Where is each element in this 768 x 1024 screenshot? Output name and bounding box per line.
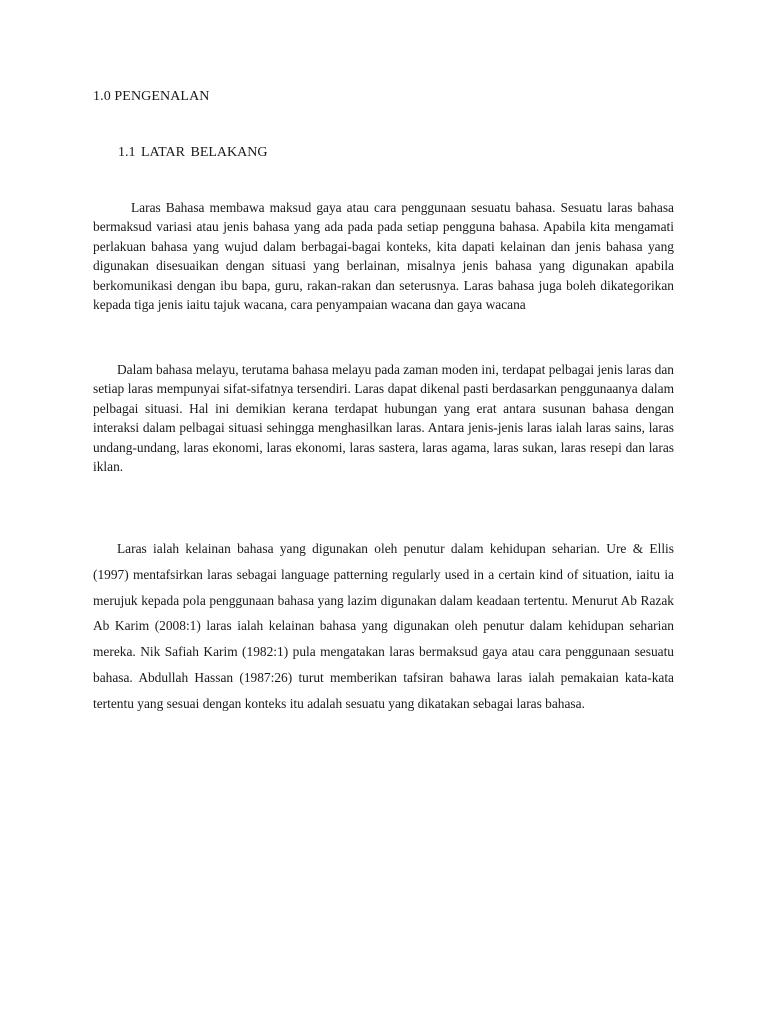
paragraph-2: Dalam bahasa melayu, terutama bahasa melayu pada zaman moden ini, terdapat pelbagai jenis laras dan setiap laras mempunyai sifat-sifatnya tersendiri. Laras dapat dikenal pasti berdasarkan penggunaanya dalam pelbagai situasi. Hal ini demikian kerana terdapat hubungan yang erat antara susunan bahasa dengan interaksi dalam pelbagai situasi sehingga menghasilkan laras. Antara jenis-jenis laras ialah laras sains, laras undang-undang, laras ekonomi, laras ekonomi, laras sastera, laras agama, laras sukan, laras resepi dan laras iklan. [93, 362, 674, 475]
paragraph-3: Laras ialah kelainan bahasa yang digunakan oleh penutur dalam kehidupan seharian. Ure & Ellis (1997) mentafsirkan laras sebagai language patterning regularly used in a certain kind of situation, iaitu ia merujuk kepada pola penggunaan bahasa yang lazim digunakan dalam keadaan tertentu. Menurut Ab Razak Ab Karim (2008:1) laras ialah kelainan bahasa yang digunakan oleh penutur dalam kehidupan seharian mereka. Nik Safiah Karim (1982:1) pula mengatakan laras bermaksud gaya atau cara penggunaan sesuatu bahasa. Abdullah Hassan (1987:26) turut memberikan tafsiran bahawa laras ialah pemakaian kata-kata tertentu yang sesuai dengan konteks itu adalah sesuatu yang dikatakan sebagai laras bahasa. [93, 541, 674, 711]
subsection-heading: 1.1 LATAR BELAKANG [118, 145, 268, 160]
section-heading: 1.0 PENGENALAN [93, 89, 210, 104]
paragraph-1: Laras Bahasa membawa maksud gaya atau cara penggunaan sesuatu bahasa. Sesuatu laras bahasa bermaksud variasi atau jenis bahasa yang ada pada pada setiap pengguna bahasa. Apabila kita mengamati perlakuan bahasa yang wujud dalam berbagai-bagai konteks, kita dapati kelainan dan jenis bahasa yang digunakan disesuaikan dengan situasi yang berlainan, misalnya jenis bahasa yang digunakan apabila berkomunikasi dengan ibu bapa, guru, rakan-rakan dan seterusnya. Laras bahasa juga boleh dikategorikan kepada tiga jenis iaitu tajuk wacana, cara penyampaian wacana dan gaya wacana [93, 200, 674, 313]
